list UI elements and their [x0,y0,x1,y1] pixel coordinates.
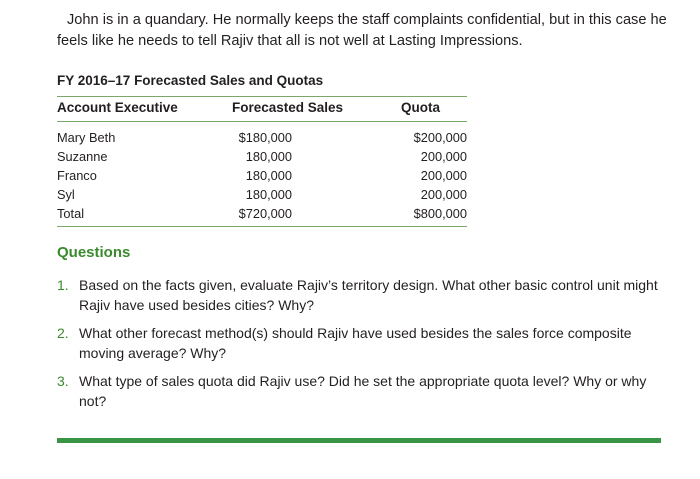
row-forecasted-sales: 180,000 [245,187,292,202]
row-quota: $800,000 [413,206,467,221]
question-item [57,275,667,315]
table-title: FY 2016–17 Forecasted Sales and Quotas [57,73,324,88]
row-account-executive: Total [57,206,85,221]
row-forecasted-sales: 180,000 [245,168,292,183]
table-total-row [57,204,467,223]
table-row [57,185,467,204]
row-forecasted-sales: 180,000 [245,149,292,164]
question-text: What other forecast method(s) should Rajiv have used besides the sales force composite moving average? Why? [79,325,632,361]
row-account-executive: Mary Beth [57,130,116,145]
column-header-forecasted-sales: Forecasted Sales [232,100,344,115]
table-top-rule [57,96,467,97]
question-text: What type of sales quota did Rajiv use? Did he set the appropriate quota level? Why or why not? [79,373,647,409]
row-quota: 200,000 [420,149,467,164]
row-account-executive: Franco [57,168,97,183]
question-item [57,323,667,363]
row-quota: 200,000 [420,168,467,183]
column-header-quota: Quota [401,100,440,115]
question-number: 3. [57,373,69,389]
table-header-rule [57,121,467,122]
row-forecasted-sales: $720,000 [238,206,292,221]
row-account-executive: Suzanne [57,149,108,164]
question-text: Based on the facts given, evaluate Rajiv’s territory design. What other basic control unit might Rajiv have used besides cities? Why? [79,277,658,313]
question-item [57,371,667,411]
questions-list [57,275,667,419]
questions-heading: Questions [57,244,131,261]
row-forecasted-sales: $180,000 [238,130,292,145]
column-header-account-executive: Account Executive [57,100,178,115]
row-quota: $200,000 [413,130,467,145]
question-number: 2. [57,325,69,341]
table-row [57,128,467,147]
row-account-executive: Syl [57,187,75,202]
table-row [57,166,467,185]
table-bottom-rule [57,226,467,227]
row-quota: 200,000 [420,187,467,202]
table-body [57,128,467,223]
intro-paragraph: John is in a quandary. He normally keeps the staff complaints confidential, but in this case he feels like he needs to tell Rajiv that all is not well at Lasting Impressions. [57,12,667,49]
section-divider-bar [57,438,661,443]
table-row [57,147,467,166]
question-number: 1. [57,277,69,293]
